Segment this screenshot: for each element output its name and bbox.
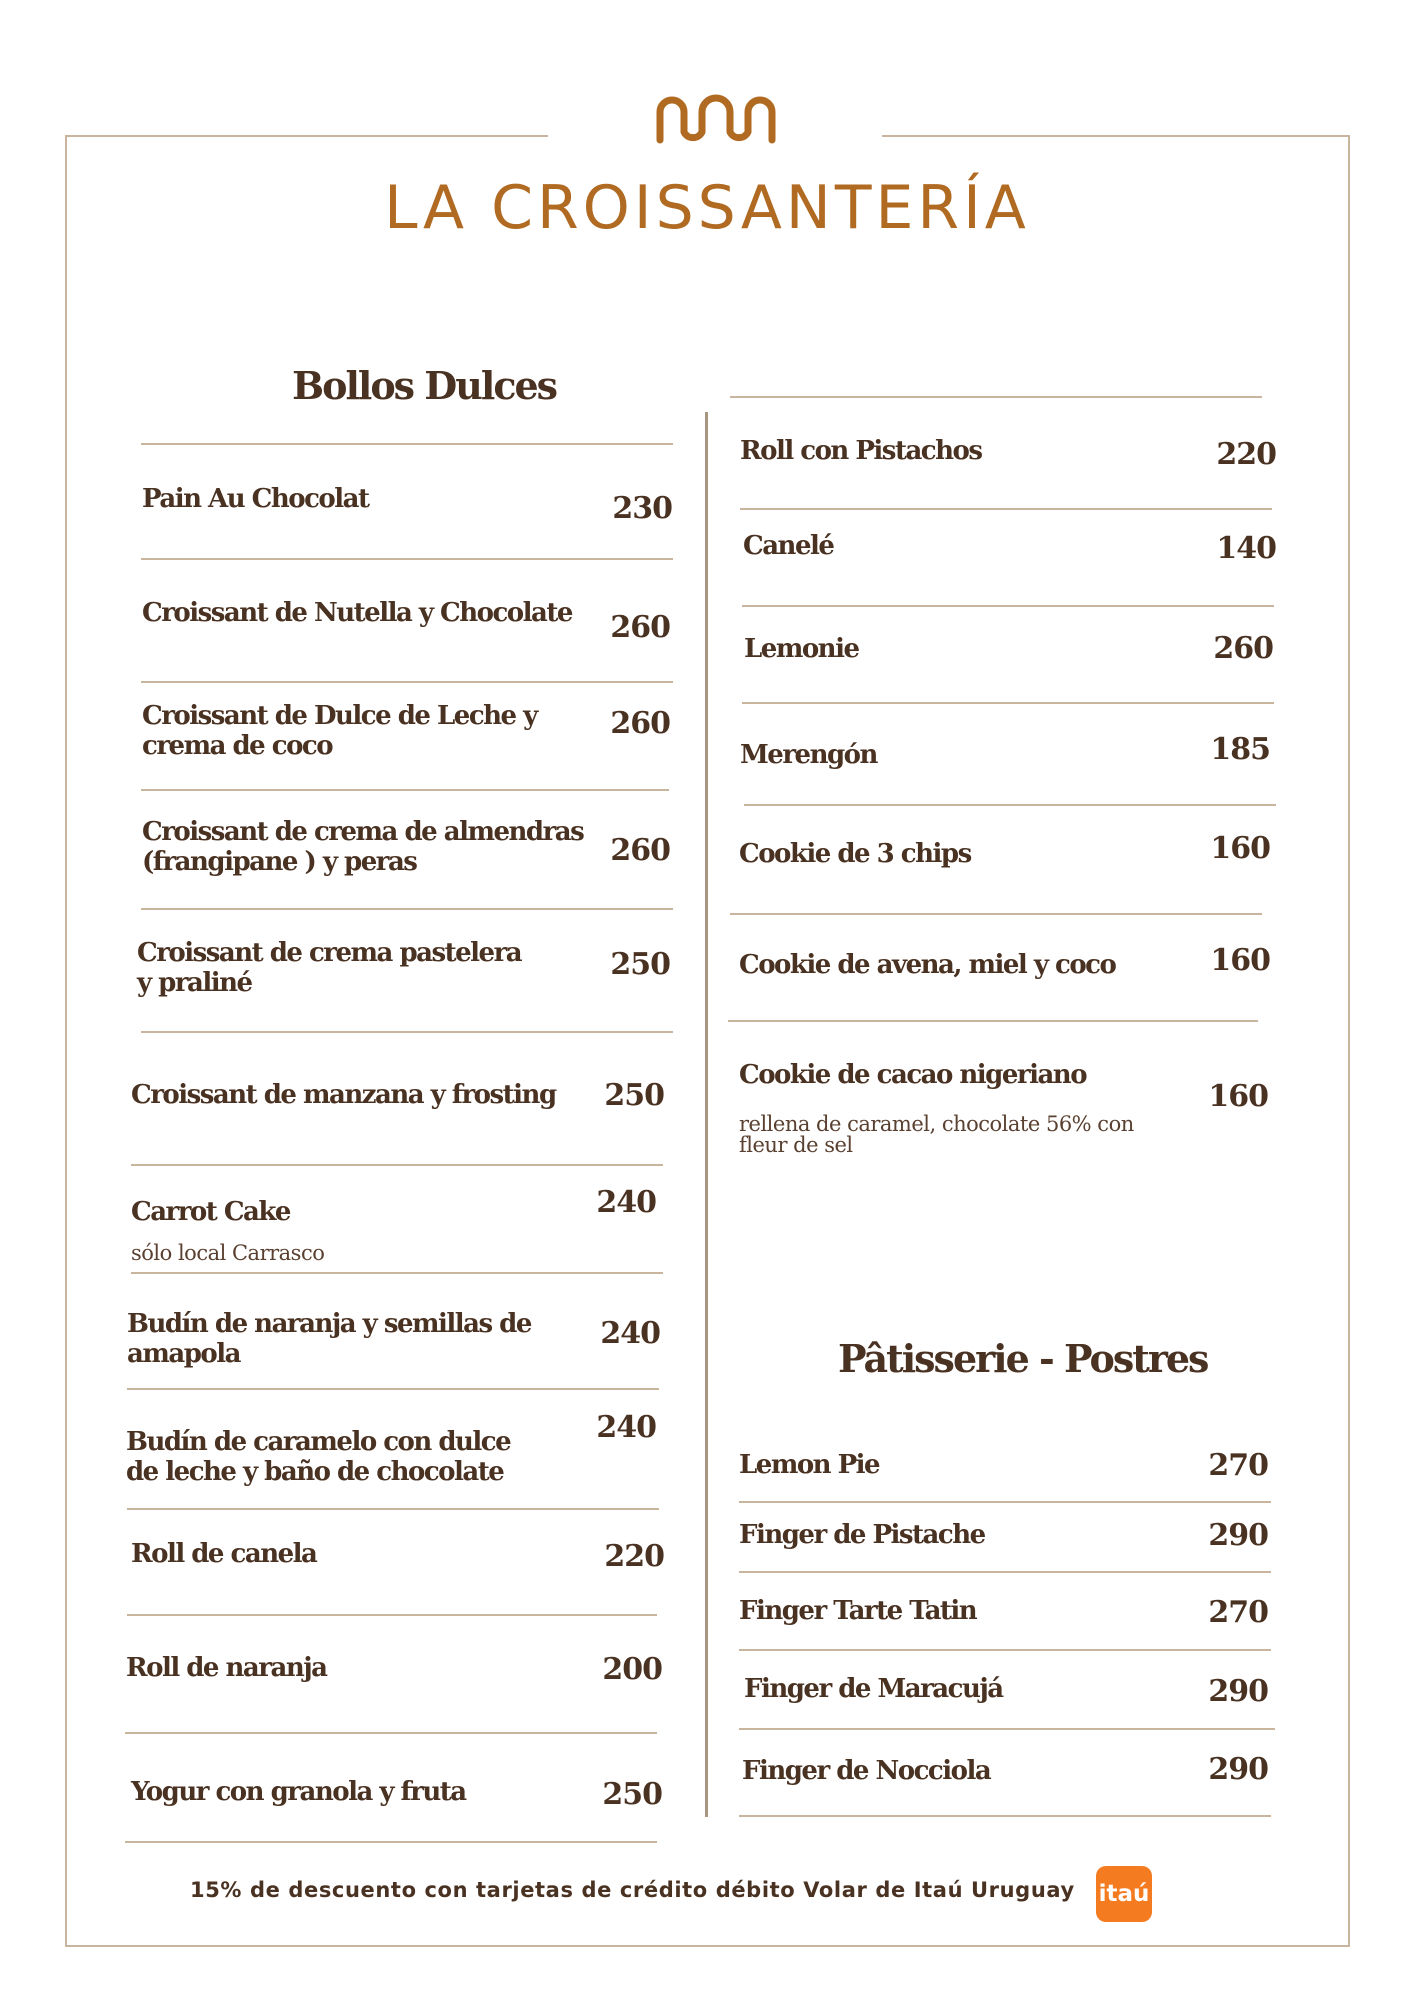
menu-item-price: 240: [596, 1185, 656, 1220]
menu-item-name: Croissant de Nutella y Chocolate: [142, 598, 572, 628]
menu-item-name: Cookie de cacao nigeriano: [739, 1060, 1087, 1090]
frame-bottom: [65, 1945, 1350, 1947]
menu-item-price: 240: [600, 1316, 660, 1351]
separator: [728, 1020, 1258, 1022]
menu-item-name: Lemon Pie: [739, 1450, 880, 1480]
brand-name: LA CROISSANTERÍA: [384, 173, 1030, 243]
separator: [739, 1649, 1271, 1651]
frame-top-left: [65, 135, 548, 137]
discount-note: 15% de descuento con tarjetas de crédito débito Volar de Itaú Uruguay: [190, 1878, 1075, 1902]
menu-item-price: 230: [612, 491, 672, 526]
menu-item-price: 290: [1208, 1518, 1268, 1553]
separator: [141, 681, 673, 683]
menu-item-price: 260: [610, 610, 670, 645]
menu-item-price: 250: [610, 947, 670, 982]
menu-item-price: 160: [1210, 831, 1270, 866]
menu-item-price: 185: [1210, 732, 1270, 767]
menu-item-name: Budín de naranja y semillas de amapola: [127, 1309, 531, 1369]
menu-item-name: Budín de caramelo con dulce de leche y baño de chocolate: [126, 1427, 511, 1487]
menu-item-name: Finger Tarte Tatin: [739, 1596, 977, 1626]
menu-item-note: sólo local Carrasco: [131, 1241, 325, 1265]
menu-item-price: 160: [1210, 943, 1270, 978]
separator: [131, 1164, 663, 1166]
menu-item-name: Roll de canela: [131, 1539, 317, 1569]
menu-item-name: Croissant de crema de almendras (frangipane ) y peras: [142, 817, 584, 877]
separator: [141, 789, 669, 791]
section-title-patisserie: Pâtisserie - Postres: [838, 1336, 1208, 1381]
separator: [125, 1841, 657, 1843]
menu-item-name: Finger de Pistache: [739, 1520, 985, 1550]
separator: [742, 702, 1274, 704]
menu-item-name: Canelé: [743, 531, 834, 561]
section-title-bollos: Bollos Dulces: [292, 363, 557, 408]
separator: [739, 1815, 1271, 1817]
separator: [744, 804, 1276, 806]
menu-item-name: Croissant de manzana y frosting: [131, 1080, 556, 1110]
menu-item-price: 250: [602, 1777, 662, 1812]
menu-item-price: 220: [1216, 437, 1276, 472]
separator: [141, 443, 673, 445]
menu-item-name: Finger de Nocciola: [742, 1756, 991, 1786]
separator: [125, 1732, 657, 1734]
menu-item-price: 290: [1208, 1752, 1268, 1787]
menu-item-price: 260: [610, 833, 670, 868]
menu-item-name: Carrot Cake: [131, 1197, 290, 1227]
menu-item-name: Croissant de crema pastelera y praliné: [137, 938, 522, 998]
separator: [127, 1508, 659, 1510]
separator: [131, 1272, 663, 1274]
menu-item-name: Croissant de Dulce de Leche y crema de coco: [142, 701, 537, 761]
menu-item-price: 250: [604, 1078, 664, 1113]
menu-item-name: Pain Au Chocolat: [142, 484, 369, 514]
menu-item-name: Yogur con granola y fruta: [131, 1777, 466, 1807]
croissant-swirl-icon: [654, 90, 778, 144]
column-divider: [705, 412, 708, 1817]
separator: [127, 1388, 659, 1390]
menu-item-price: 270: [1208, 1595, 1268, 1630]
menu-item-name: Merengón: [740, 740, 877, 770]
separator: [141, 908, 673, 910]
menu-item-name: Cookie de avena, miel y coco: [739, 950, 1116, 980]
separator: [739, 1728, 1275, 1730]
separator: [730, 396, 1262, 398]
menu-item-name: Roll con Pistachos: [740, 436, 982, 466]
menu-item-price: 290: [1208, 1674, 1268, 1709]
menu-item-name: Lemonie: [744, 634, 859, 664]
menu-item-name: Finger de Maracujá: [744, 1674, 1003, 1704]
menu-item-name: Cookie de 3 chips: [739, 839, 971, 869]
menu-item-price: 220: [604, 1539, 664, 1574]
separator: [742, 605, 1274, 607]
frame-left: [65, 135, 67, 1947]
separator: [730, 913, 1262, 915]
separator: [127, 1614, 657, 1616]
separator: [740, 508, 1272, 510]
menu-item-price: 270: [1208, 1448, 1268, 1483]
menu-item-name: Roll de naranja: [126, 1653, 327, 1683]
menu-item-price: 240: [596, 1410, 656, 1445]
separator: [141, 1031, 673, 1033]
separator: [739, 1501, 1271, 1503]
frame-top-right: [882, 135, 1350, 137]
separator: [141, 558, 673, 560]
menu-item-note: rellena de caramel, chocolate 56% con fleur de sel: [739, 1112, 1134, 1157]
separator: [739, 1571, 1271, 1573]
frame-right: [1348, 135, 1350, 1947]
menu-item-price: 140: [1216, 531, 1276, 566]
menu-item-price: 160: [1208, 1079, 1268, 1114]
menu-item-price: 260: [610, 706, 670, 741]
itau-logo: itaú: [1096, 1866, 1152, 1922]
menu-item-price: 260: [1213, 631, 1273, 666]
menu-item-price: 200: [602, 1652, 662, 1687]
